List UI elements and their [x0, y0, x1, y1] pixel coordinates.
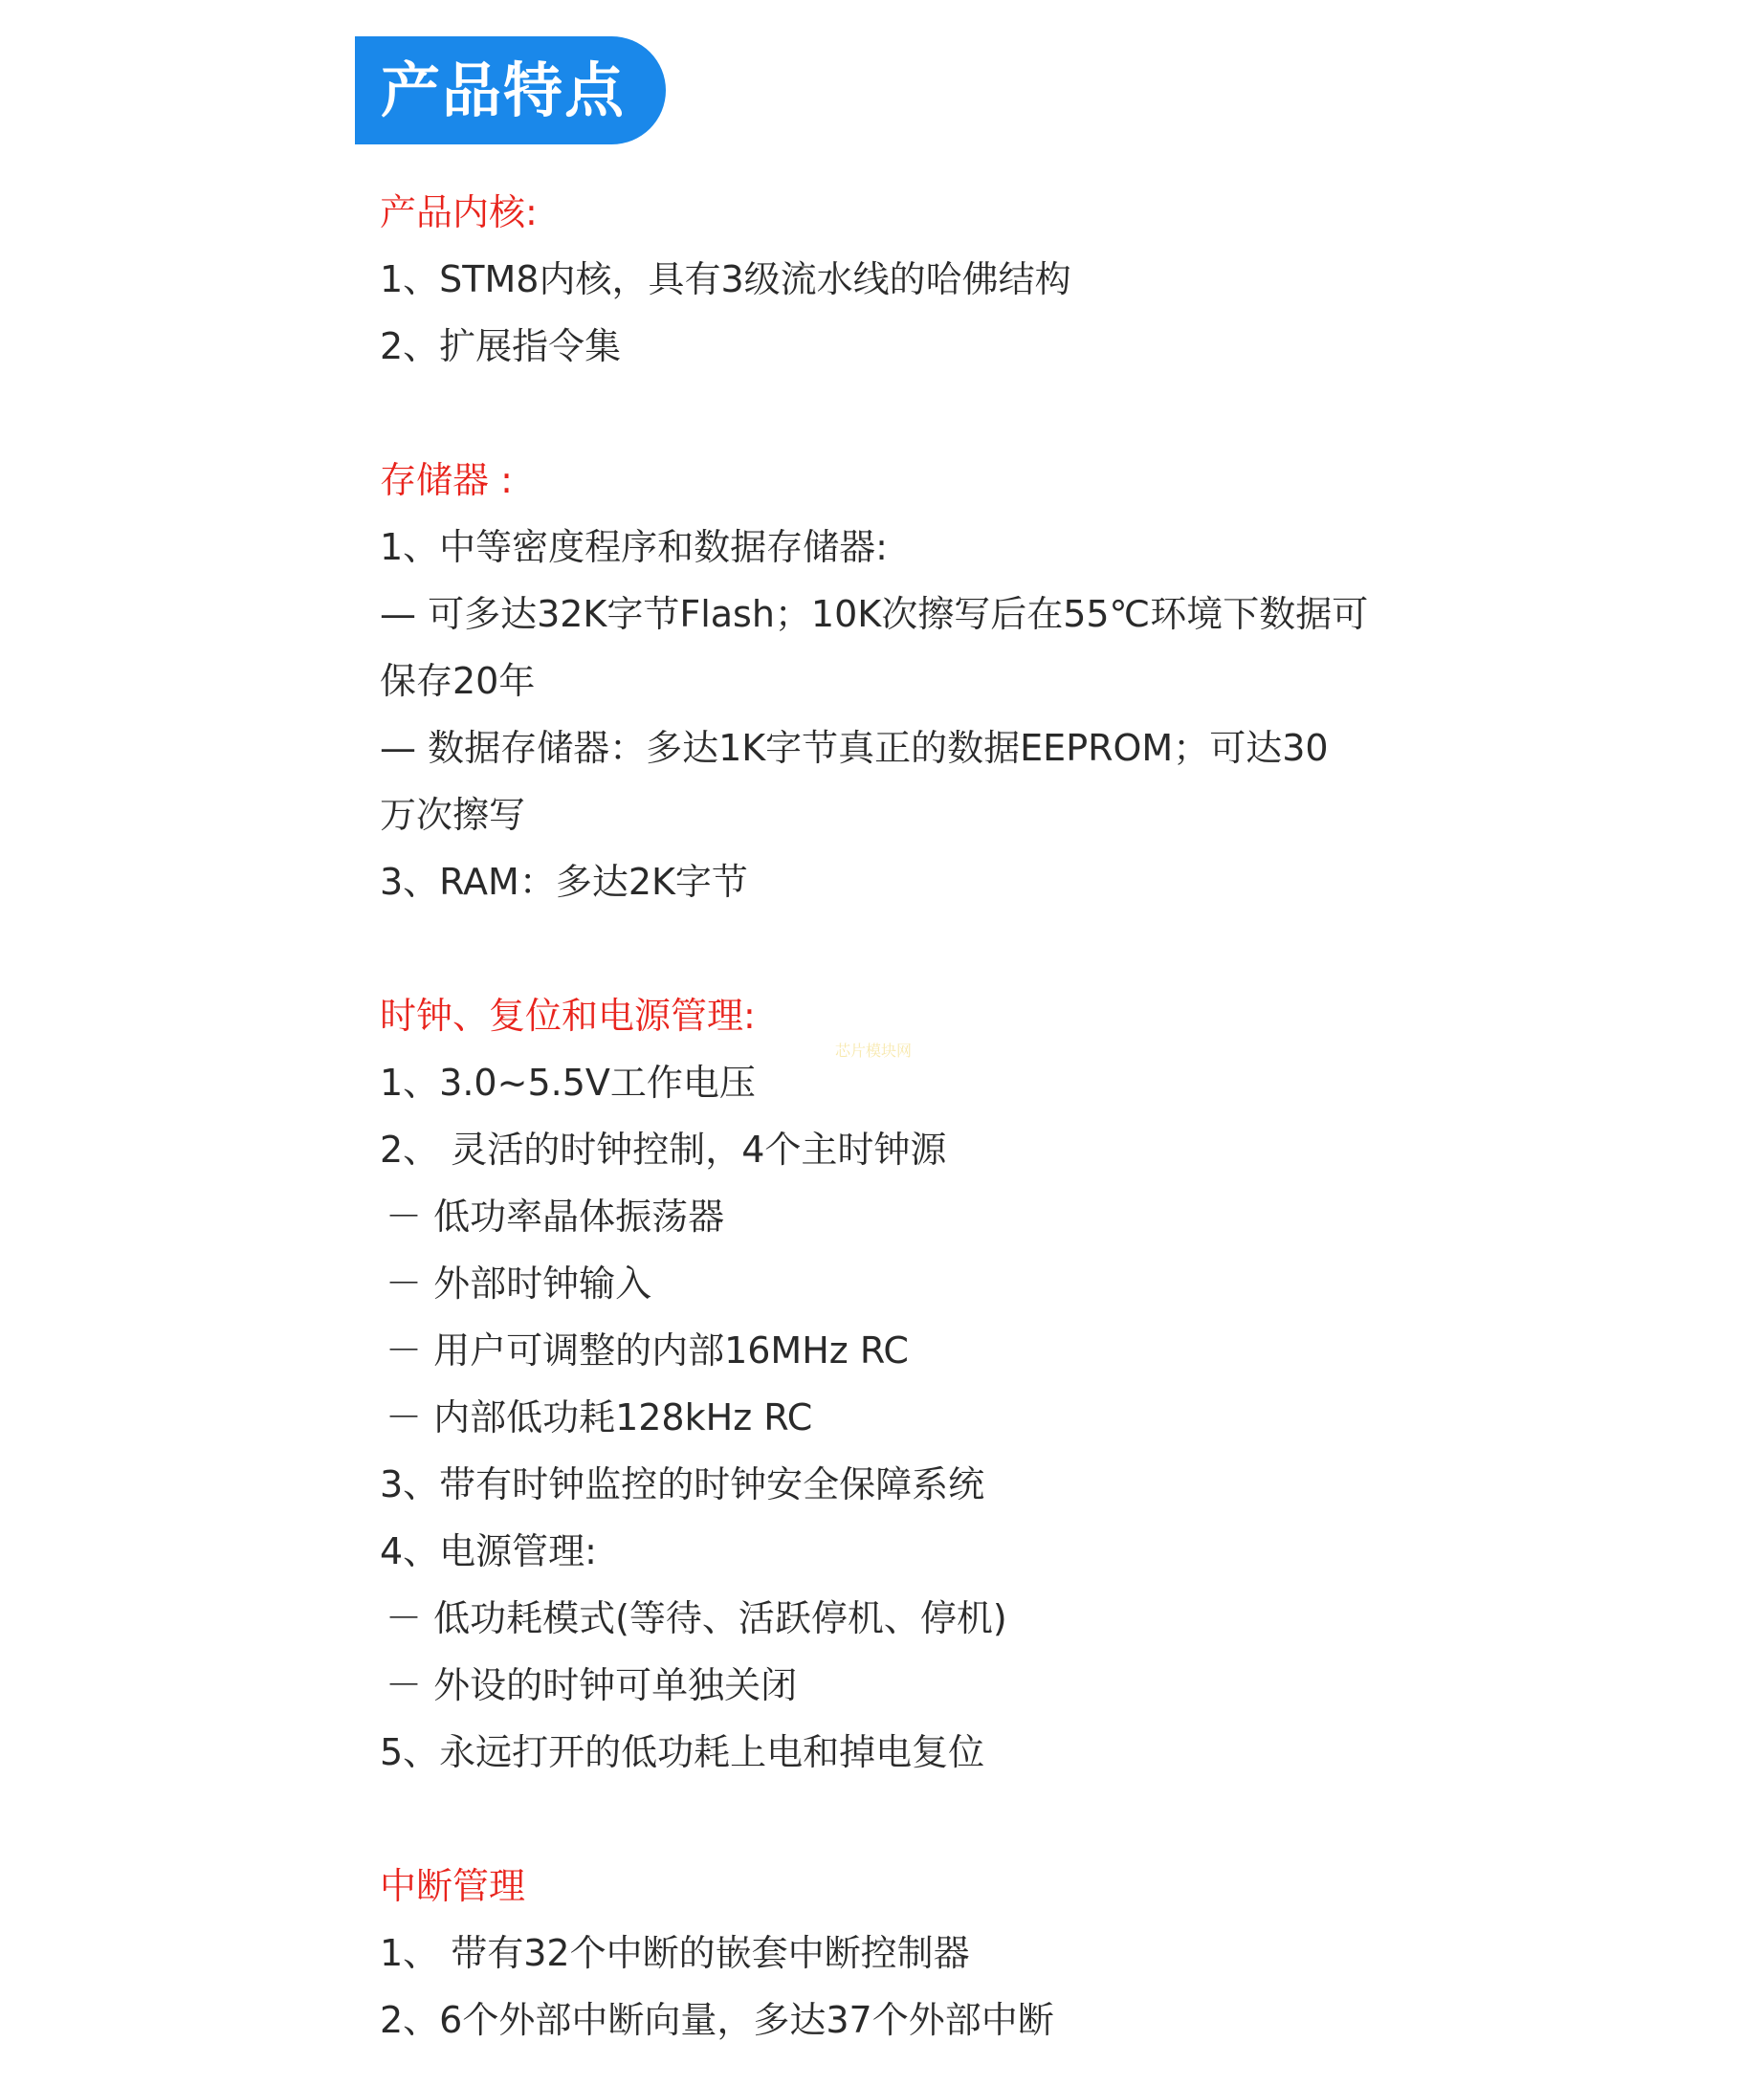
feature-line: 保存20年	[380, 660, 536, 702]
feature-line: — 可多达32K字节Flash；10K次擦写后在55℃环境下数据可	[380, 593, 1369, 635]
section-title-banner	[355, 36, 666, 144]
section-clock-reset-power	[380, 982, 1413, 1786]
feature-line: 1、STM8内核，具有3级流水线的哈佛结构	[380, 258, 1071, 300]
feature-line: 3、RAM：多达2K字节	[380, 861, 748, 903]
section-core	[380, 179, 1413, 380]
feature-subline: － 外部时钟输入	[386, 1263, 652, 1305]
feature-subline: － 内部低功耗128kHz RC	[386, 1396, 813, 1438]
feature-line: 4、电源管理:	[380, 1530, 597, 1572]
section-heading: 存储器 :	[380, 459, 513, 501]
feature-subline: － 低功耗模式(等待、活跃停机、停机)	[386, 1597, 1007, 1639]
feature-subline: － 低功率晶体振荡器	[386, 1196, 725, 1238]
section-heading: 时钟、复位和电源管理:	[380, 995, 756, 1037]
feature-line: 2、扩展指令集	[380, 325, 622, 367]
feature-line: — 数据存储器：多达1K字节真正的数据EEPROM；可达30	[380, 727, 1329, 769]
section-heading: 产品内核:	[380, 191, 538, 233]
feature-line: 1、3.0~5.5V工作电压	[380, 1062, 756, 1104]
feature-line: 2、6个外部中断向量，多达37个外部中断	[380, 1999, 1054, 2041]
page-title: 产品特点	[381, 55, 627, 125]
section-heading: 中断管理	[380, 1865, 526, 1907]
feature-subline: － 外设的时钟可单独关闭	[386, 1664, 798, 1706]
watermark: 芯片模块网	[835, 1042, 913, 1060]
feature-list	[380, 179, 1413, 2053]
feature-line: 2、 灵活的时钟控制，4个主时钟源	[380, 1129, 947, 1171]
feature-subline: － 用户可调整的内部16MHz RC	[386, 1329, 909, 1372]
section-interrupt	[380, 1853, 1413, 2053]
section-memory	[380, 447, 1413, 915]
feature-line: 万次擦写	[380, 794, 526, 836]
feature-line: 3、带有时钟监控的时钟安全保障系统	[380, 1463, 985, 1505]
feature-line: 1、中等密度程序和数据存储器:	[380, 526, 888, 568]
feature-line: 5、永远打开的低功耗上电和掉电复位	[380, 1731, 985, 1773]
feature-line: 1、 带有32个中断的嵌套中断控制器	[380, 1932, 970, 1974]
